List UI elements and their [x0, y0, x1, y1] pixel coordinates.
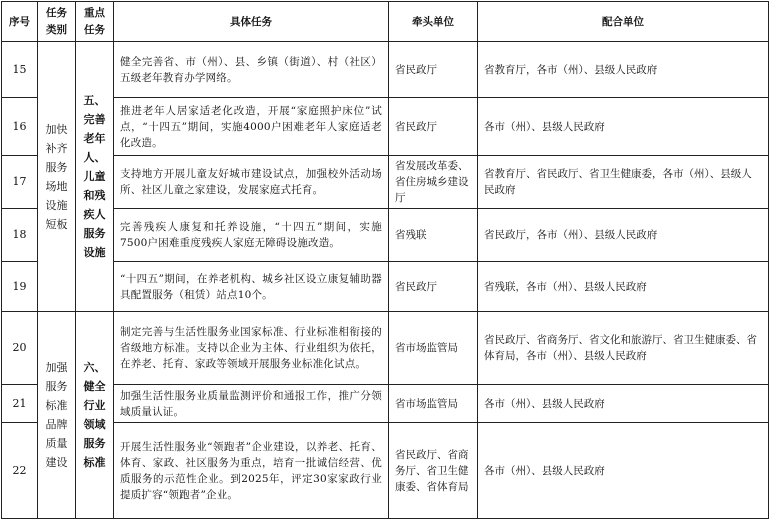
table-row: [2, 98, 769, 156]
coop-unit-cell: 各市（州）、县级人民政府: [478, 385, 769, 423]
task-cell: 完善残疾人康复和托养设施，“十四五”期间，实施7500户困难重度残疾人家庭无障碍设施改造。: [114, 209, 389, 262]
row-number: 20: [2, 312, 38, 385]
task-cell: “十四五”期间，在养老机构、城乡社区设立康复辅助器具配置服务（租赁）站点10个。: [114, 262, 389, 312]
table-row: [2, 385, 769, 423]
header-lead: 牵头单位: [389, 2, 478, 42]
row-number: 15: [2, 42, 38, 98]
row-number: 21: [2, 385, 38, 423]
header-task: 具体任务: [114, 2, 389, 42]
header-focus: 重点任务: [76, 2, 114, 42]
task-cell: 健全完善省、市（州）、县、乡镇（街道）、村（社区）五级老年教育办学网络。: [114, 42, 389, 98]
focus-cell: 六、健全行业领域服务标准: [76, 312, 114, 519]
coop-unit-cell: 省教育厅、省民政厅、省卫生健康委，各市（州）、县级人民政府: [478, 156, 769, 209]
coop-unit-cell: 省民政厅，各市（州）、县级人民政府: [478, 209, 769, 262]
task-cell: 加强生活性服务业质量监测评价和通报工作，推广分领域质量认证。: [114, 385, 389, 423]
lead-unit-cell: 省市场监管局: [389, 312, 478, 385]
category-cell: 加强服务标准品牌质量建设: [38, 312, 76, 519]
coop-unit-cell: 省民政厅、省商务厅、省文化和旅游厅、省卫生健康委、省体育局，各市（州）、县级人民政府: [478, 312, 769, 385]
task-cell: 推进老年人居家适老化改造，开展“家庭照护床位”试点，“十四五”期间，实施4000户困难老年人家庭适老化改造。: [114, 98, 389, 156]
coop-unit-cell: 省残联，各市（州）、县级人民政府: [478, 262, 769, 312]
table-row: [2, 423, 769, 519]
table-row: [2, 156, 769, 209]
coop-unit-cell: 省教育厅，各市（州）、县级人民政府: [478, 42, 769, 98]
focus-cell: 五、完善老年人、儿童和残疾人服务设施: [76, 42, 114, 312]
lead-unit-cell: 省民政厅、省商务厅、省卫生健康委、省体育局: [389, 423, 478, 519]
table-row: [2, 262, 769, 312]
row-number: 17: [2, 156, 38, 209]
task-cell: 支持地方开展儿童友好城市建设试点，加强校外活动场所、社区儿童之家建设，发展家庭式托育。: [114, 156, 389, 209]
lead-unit-cell: 省发展改革委、省住房城乡建设厅: [389, 156, 478, 209]
header-seq: 序号: [2, 2, 38, 42]
header-row: [2, 2, 769, 42]
lead-unit-cell: 省民政厅: [389, 262, 478, 312]
table-row: [2, 42, 769, 98]
lead-unit-cell: 省市场监管局: [389, 385, 478, 423]
table-row: [2, 209, 769, 262]
coop-unit-cell: 各市（州）、县级人民政府: [478, 98, 769, 156]
task-table: [1, 1, 769, 519]
table-row: [2, 312, 769, 385]
header-coop: 配合单位: [478, 2, 769, 42]
coop-unit-cell: 各市（州）、县级人民政府: [478, 423, 769, 519]
lead-unit-cell: 省残联: [389, 209, 478, 262]
row-number: 16: [2, 98, 38, 156]
header-category: 任务类别: [38, 2, 76, 42]
lead-unit-cell: 省民政厅: [389, 42, 478, 98]
row-number: 18: [2, 209, 38, 262]
row-number: 22: [2, 423, 38, 519]
row-number: 19: [2, 262, 38, 312]
category-cell: 加快补齐服务场地设施短板: [38, 42, 76, 312]
task-cell: 开展生活性服务业“领跑者”企业建设，以养老、托育、体育、家政、社区服务为重点，培育一批诚信经营、优质服务的示范性企业。到2025年，评定30家家政行业提质扩容“领跑者”企业。: [114, 423, 389, 519]
lead-unit-cell: 省民政厅: [389, 98, 478, 156]
task-cell: 制定完善与生活性服务业国家标准、行业标准相衔接的省级地方标准。支持以企业为主体、行业组织为依托，在养老、托育、家政等领域开展服务业标准化试点。: [114, 312, 389, 385]
